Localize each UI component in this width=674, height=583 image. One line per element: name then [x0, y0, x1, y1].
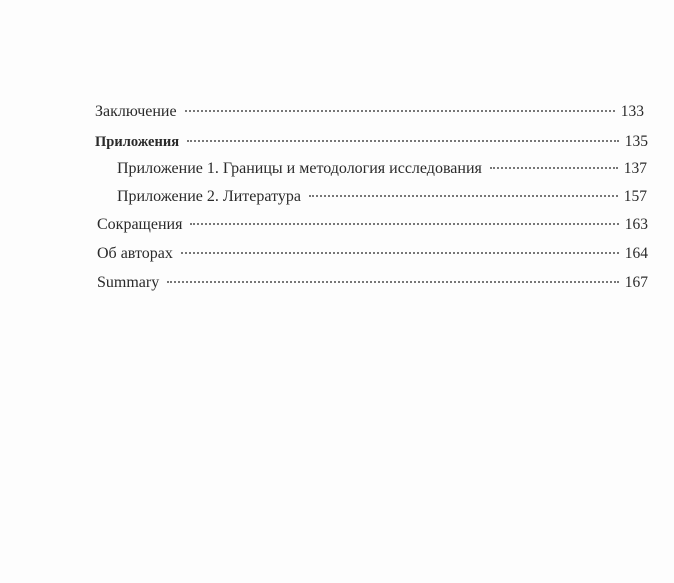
toc-entry-page: 164 [624, 245, 648, 262]
toc-entry-conclusion [95, 102, 644, 122]
toc-entry-title: Об авторах [97, 245, 173, 262]
toc-entry-summary [97, 273, 648, 293]
toc-entry-page: 163 [624, 216, 648, 233]
toc-entry-page: 167 [624, 274, 648, 291]
toc-entry-appendix-2 [117, 187, 647, 207]
toc-entry-appendix-1 [117, 159, 647, 179]
toc-entry-appendices [95, 132, 648, 152]
dot-leader [181, 252, 619, 254]
toc-entry-page: 135 [624, 133, 648, 150]
toc-entry-page: 157 [623, 188, 647, 205]
dot-leader [309, 195, 618, 197]
toc-entry-title: Summary [97, 274, 160, 291]
dot-leader [490, 167, 618, 169]
toc-entry-title: Сокращения [97, 216, 183, 233]
toc-entry-page: 133 [620, 103, 644, 120]
toc-entry-title: Приложения [95, 134, 180, 150]
dot-leader [190, 223, 618, 225]
toc-entry-page: 137 [623, 160, 647, 177]
toc-entry-title: Приложение 1. Границы и методология исследования [117, 160, 482, 177]
dot-leader [187, 140, 619, 142]
dot-leader [185, 110, 615, 112]
dot-leader [167, 281, 619, 283]
toc-entry-title: Заключение [95, 103, 177, 120]
toc-entry-title: Приложение 2. Литература [117, 188, 301, 205]
toc-entry-abbreviations [97, 215, 648, 235]
toc-entry-authors [97, 244, 648, 264]
